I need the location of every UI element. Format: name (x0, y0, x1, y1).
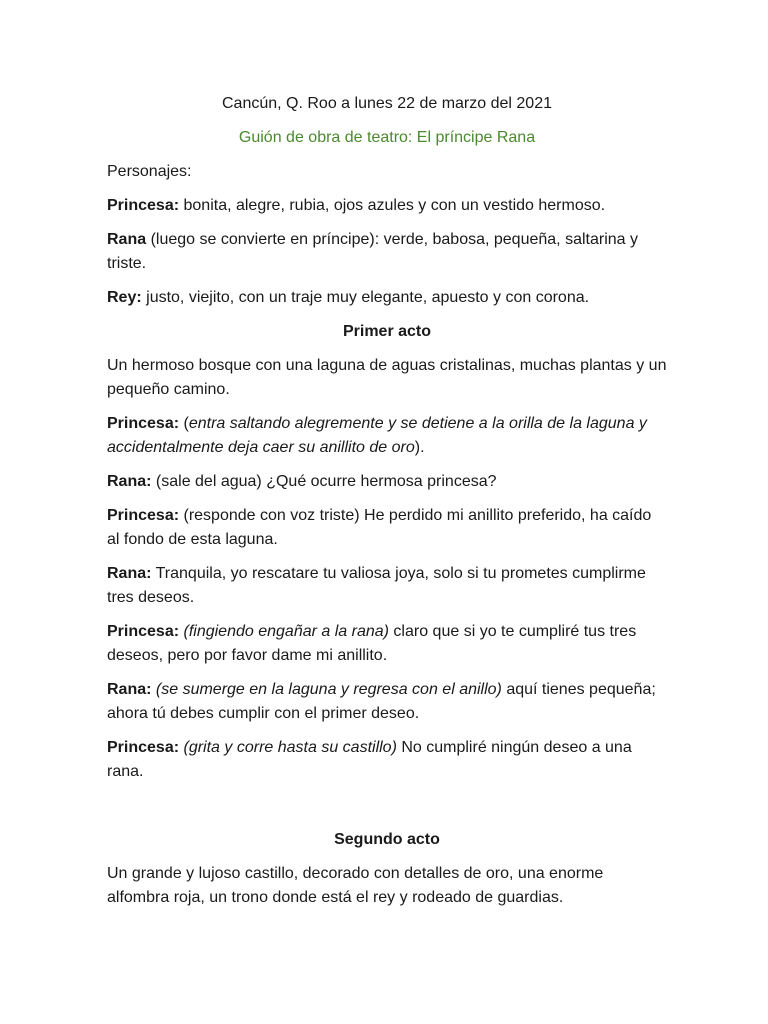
speaker-name: Princesa: (107, 415, 180, 432)
dialogue-line: Princesa: (responde con voz triste) He perdido mi anillito preferido, ha caído al fondo de esta laguna. (107, 507, 652, 548)
stage-direction: (grita y corre hasta su castillo) (183, 739, 397, 756)
character-name: Rana (107, 231, 147, 248)
character-description: justo, viejito, con un traje muy elegante, apuesto y con corona. (141, 289, 590, 306)
character-name: Rey: (107, 289, 142, 306)
act-two-heading: Segundo acto (334, 831, 440, 848)
speaker-name: Rana: (107, 565, 152, 582)
speaker-name: Princesa: (107, 739, 180, 756)
act-one-heading: Primer acto (342, 323, 432, 340)
character-description: (luego se convierte en príncipe): verde, babosa, pequeña, saltarina y triste. (107, 231, 638, 272)
dialogue-line: Rana: (sale del agua) ¿Qué ocurre hermosa princesa? (107, 473, 497, 490)
dialogue-line: Rana: Tranquila, yo rescatare tu valiosa joya, solo si tu prometes cumplirme tres deseos. (107, 565, 646, 606)
act-two-setting: Un grande y lujoso castillo, decorado con detalles de oro, una enorme alfombra roja, un trono donde está el rey y rodeado de guardias. (107, 865, 604, 906)
character-rey (107, 286, 667, 310)
speaker-name: Rana: (107, 681, 152, 698)
character-name: Princesa: (107, 197, 180, 214)
speaker-name: Princesa: (107, 623, 180, 640)
blank-space (107, 794, 667, 828)
dialogue-line: Princesa: (grita y corre hasta su castillo) No cumpliré ningún deseo a una rana. (107, 739, 632, 780)
character-rana (107, 228, 667, 276)
character-princesa (107, 194, 667, 218)
date-line: Cancún, Q. Roo a lunes 22 de marzo del 2021 (222, 95, 552, 112)
document-page (107, 92, 667, 920)
character-description: bonita, alegre, rubia, ojos azules y con un vestido hermoso. (179, 197, 606, 214)
stage-direction: (se sumerge en la laguna y regresa con el anillo) (155, 681, 502, 698)
characters-heading: Personajes: (107, 163, 192, 180)
stage-direction: entra saltando alegremente y se detiene a la orilla de la laguna y accidentalmente deja caer su anillito de oro (107, 415, 647, 456)
stage-direction: (fingiendo engañar a la rana) (183, 623, 389, 640)
dialogue-line: Rana: (se sumerge en la laguna y regresa con el anillo) aquí tienes pequeña; ahora tú debes cumplir con el primer deseo. (107, 681, 656, 722)
act-one-setting: Un hermoso bosque con una laguna de aguas cristalinas, muchas plantas y un pequeño camino. (107, 357, 667, 398)
speaker-name: Rana: (107, 473, 152, 490)
document-title: Guión de obra de teatro: El príncipe Rana (238, 129, 536, 146)
speaker-name: Princesa: (107, 507, 180, 524)
dialogue-line: Princesa: (entra saltando alegremente y se detiene a la orilla de la laguna y accidentalmente deja caer su anillito de oro). (107, 415, 647, 456)
dialogue-line: Princesa: (fingiendo engañar a la rana) claro que si yo te cumpliré tus tres deseos, pero por favor dame mi anillito. (107, 623, 637, 664)
